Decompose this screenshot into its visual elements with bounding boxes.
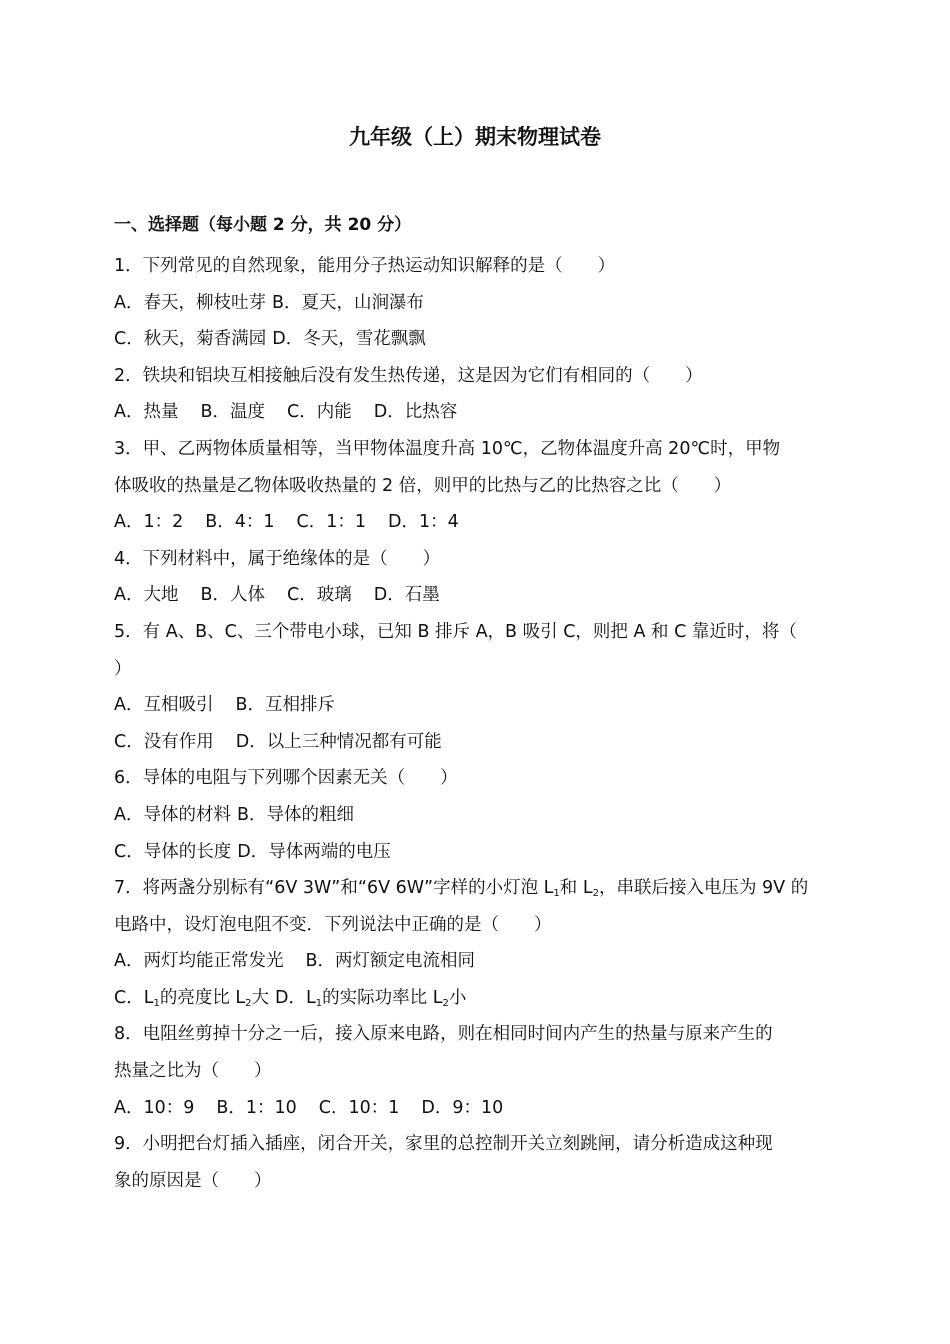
option-b: B．4：1 — [205, 512, 275, 533]
option-c: C．内能 — [287, 402, 352, 423]
question-6-options-row-1 — [114, 797, 840, 834]
option-a: A．两灯均能正常发光 — [114, 951, 284, 972]
question-6-options-row-2 — [114, 834, 840, 871]
option-c: C．没有作用 — [114, 731, 214, 752]
question-1-options-row-1 — [114, 285, 840, 322]
option-a: A．春天，柳枝吐芽 — [114, 292, 266, 313]
question-7-stem-line-2: 电路中，设灯泡电阻不变．下列说法中正确的是（ ） — [114, 914, 552, 935]
option-text: D．L — [275, 987, 316, 1008]
question-5-stem-line-2: ） — [114, 658, 132, 679]
option-c: C．1：1 — [296, 512, 367, 533]
subscript: 2 — [592, 888, 599, 900]
option-b: B．温度 — [200, 402, 265, 423]
question-3-stem-line-2: 体吸收的热量是乙物体吸收热量的 2 倍，则甲的比热与乙的比热容之比（ ） — [114, 475, 732, 496]
option-d: D．比热容 — [373, 402, 458, 423]
option-d: D．以上三种情况都有可能 — [235, 731, 442, 752]
option-b: B．两灯额定电流相同 — [305, 951, 475, 972]
option-c: C．导体的长度 — [114, 841, 232, 862]
option-b: B．夏天，山涧瀑布 — [271, 292, 424, 313]
question-2-stem: 2．铁块和铝块互相接触后没有发生热传递，这是因为它们有相同的（ ） — [114, 365, 703, 386]
question-2-options — [114, 394, 840, 431]
question-9-stem-line-2: 象的原因是（ ） — [114, 1170, 272, 1191]
question-5-stem-line-1: 5．有 A、B、C、三个带电小球，已知 B 排斥 A，B 吸引 C，则把 A 和 C 靠近时，将（ — [114, 621, 797, 642]
question-8-stem-line-1: 8．电阻丝剪掉十分之一后，接入原来电路，则在相同时间内产生的热量与原来产生的 — [114, 1024, 773, 1045]
stem-text: 和 L — [559, 878, 593, 899]
option-text: 大 — [251, 987, 270, 1008]
question-6-stem: 6．导体的电阻与下列哪个因素无关（ ） — [114, 768, 458, 789]
question-5-options-row-2 — [114, 724, 840, 761]
option-a: A．互相吸引 — [114, 695, 214, 716]
option-d: D．导体两端的电压 — [237, 841, 391, 862]
subscript: 2 — [245, 997, 252, 1009]
option-c: C．秋天，菊香满园 — [114, 329, 267, 350]
option-a: A．1：2 — [114, 512, 184, 533]
page-title: 九年级（上）期末物理试卷 — [349, 125, 601, 149]
question-7-options-row-1 — [114, 943, 840, 980]
question-list — [114, 248, 840, 1199]
stem-text: ，串联后接入电压为 9V 的 — [598, 878, 809, 899]
option-d: D．9：10 — [421, 1097, 504, 1118]
option-b: B．导体的粗细 — [236, 804, 354, 825]
question-8-options — [114, 1090, 840, 1127]
question-3-options — [114, 504, 840, 541]
option-c: C．玻璃 — [287, 585, 352, 606]
question-7-options-row-2 — [114, 980, 840, 1017]
question-8-stem-line-2: 热量之比为（ ） — [114, 1061, 272, 1082]
subscript: 1 — [553, 888, 560, 900]
question-7-stem-line-1 — [114, 870, 840, 907]
option-b: B．互相排斥 — [235, 695, 335, 716]
option-d — [275, 980, 466, 1017]
option-a: A．热量 — [114, 402, 179, 423]
question-4-options — [114, 577, 840, 614]
subscript: 2 — [442, 997, 449, 1009]
question-1-stem: 1．下列常见的自然现象，能用分子热运动知识解释的是（ ） — [114, 256, 616, 276]
subscript: 1 — [315, 997, 323, 1009]
option-b: B．人体 — [200, 585, 265, 606]
option-b: B．1：10 — [216, 1097, 297, 1118]
option-a: A．导体的材料 — [114, 804, 231, 825]
option-d: D．石墨 — [373, 585, 440, 606]
option-text: 的亮度比 L — [159, 987, 246, 1008]
option-d: D．冬天，雪花飘飘 — [272, 329, 426, 350]
option-c — [114, 980, 269, 1017]
subscript: 1 — [153, 997, 160, 1009]
option-c: C．10：1 — [318, 1097, 400, 1118]
question-5-options-row-1 — [114, 687, 840, 724]
question-3-stem-line-1: 3．甲、乙两物体质量相等，当甲物体温度升高 10℃，乙物体温度升高 20℃时，甲物 — [114, 438, 781, 459]
section-heading: 一、选择题（每小题 2 分，共 20 分） — [114, 215, 412, 235]
option-text: 的实际功率比 L — [322, 987, 443, 1008]
option-a: A．10：9 — [114, 1097, 195, 1118]
option-text: C．L — [114, 987, 154, 1008]
question-4-stem: 4．下列材料中，属于绝缘体的是（ ） — [114, 548, 441, 569]
question-9-stem-line-1: 9．小明把台灯插入插座，闭合开关，家里的总控制开关立刻跳闸，请分析造成这种现 — [114, 1134, 773, 1155]
option-d: D．1：4 — [388, 512, 459, 533]
stem-text: 7．将两盏分别标有“6V 3W”和“6V 6W”字样的小灯泡 L — [114, 878, 554, 899]
option-text: 小 — [448, 987, 467, 1008]
option-a: A．大地 — [114, 585, 179, 606]
question-1-options-row-2 — [114, 321, 840, 358]
